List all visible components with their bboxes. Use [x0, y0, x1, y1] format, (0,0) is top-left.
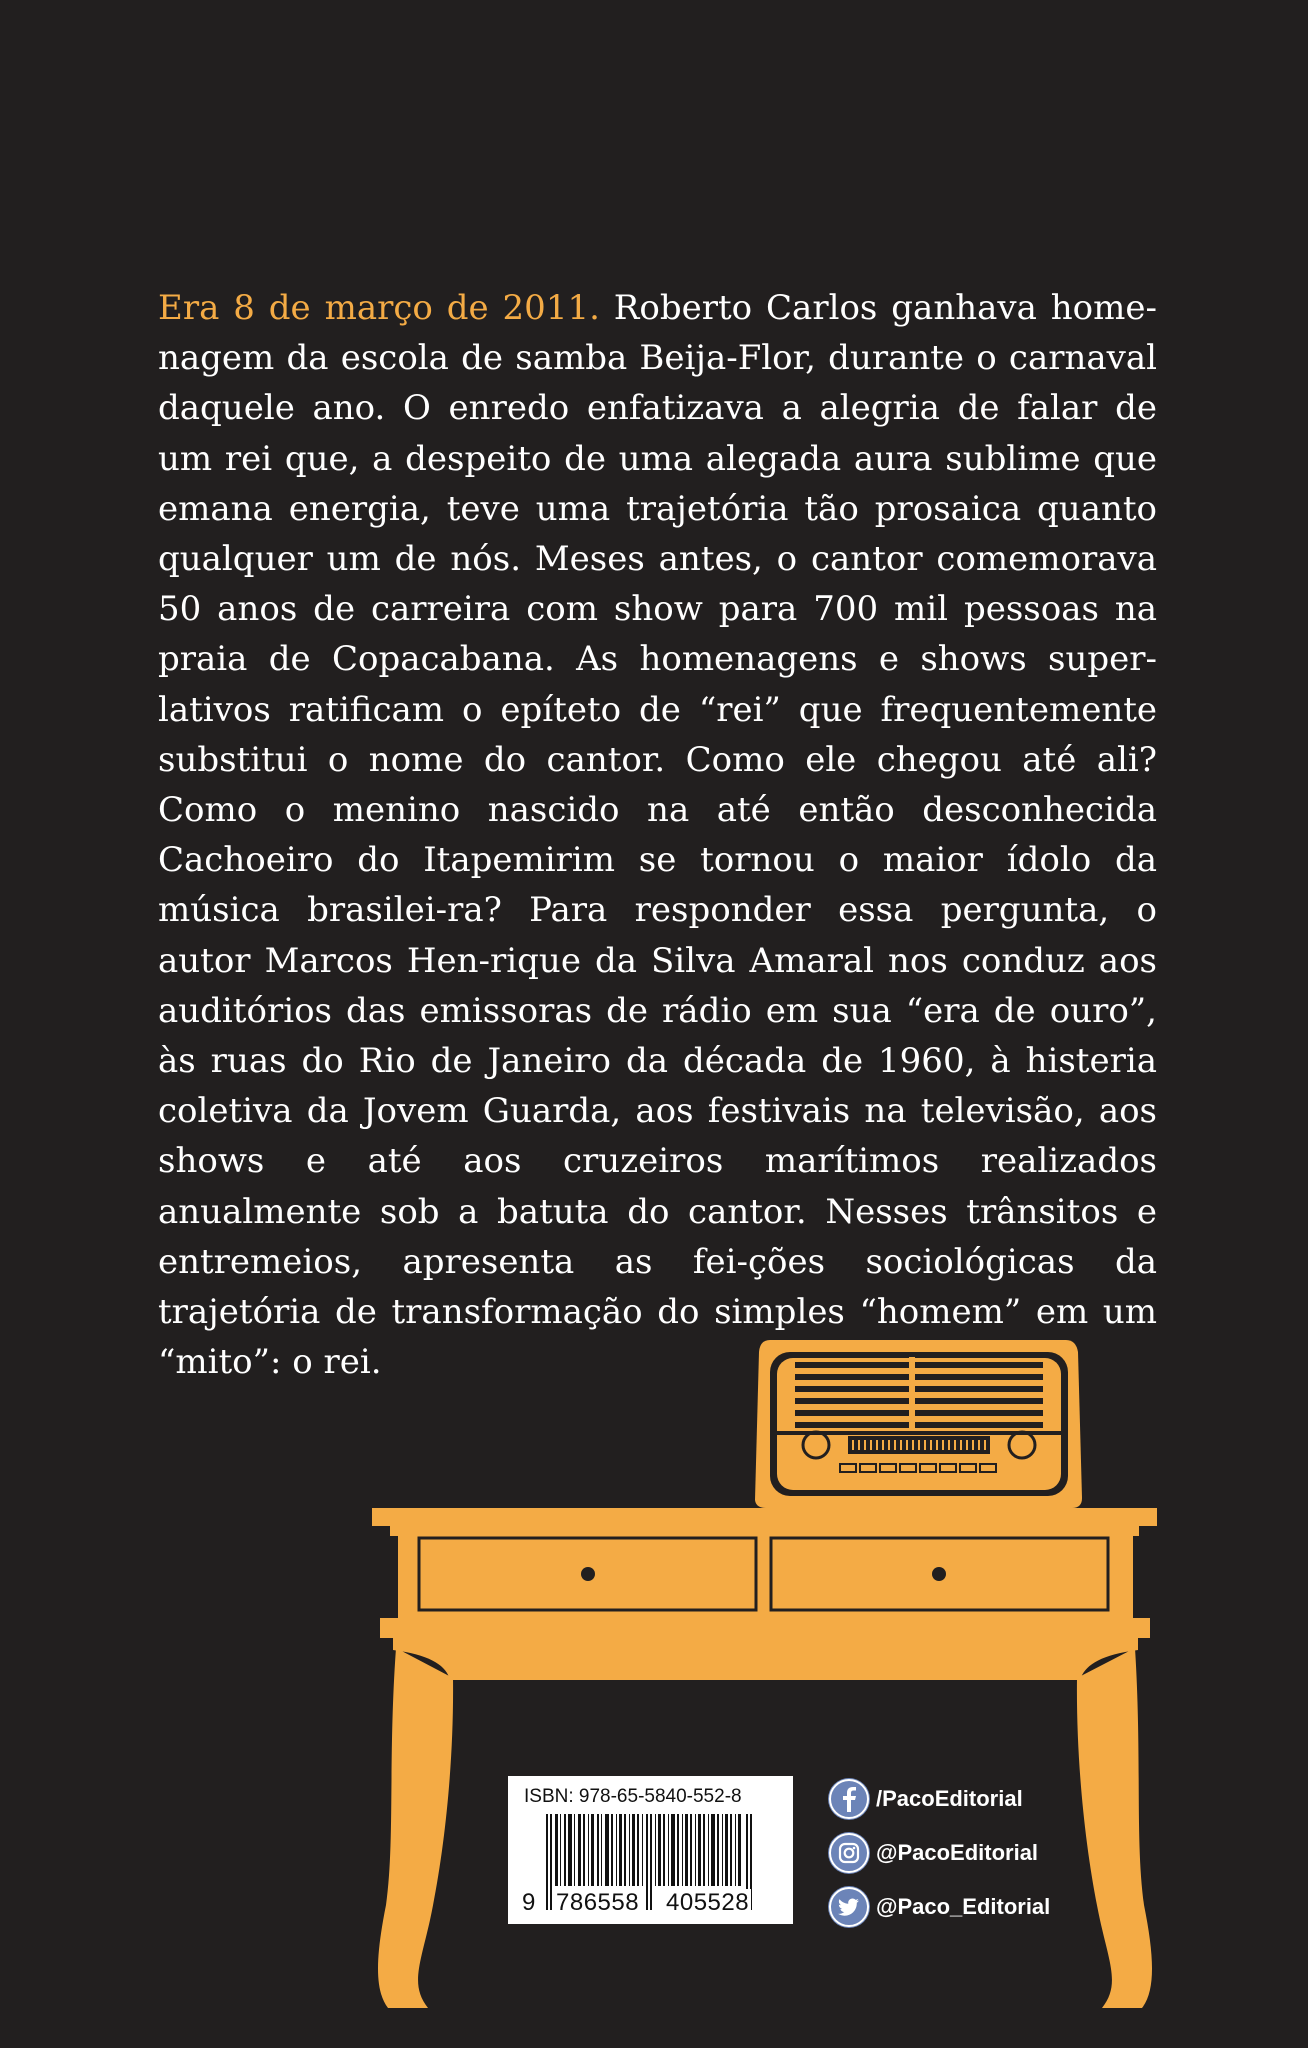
blurb-line: Guarda, aos festivais na televisão, aos shows e até aos	[158, 1091, 1158, 1182]
social-label-facebook: /PacoEditorial	[876, 1786, 1023, 1811]
blurb-line: do cantor. Nesses trânsitos e entremeios, apresenta as fei-	[158, 1191, 1157, 1282]
isbn-label: ISBN: 978-65-5840-552-8	[524, 1786, 742, 1807]
facebook-icon	[828, 1778, 870, 1820]
instagram-icon	[828, 1832, 870, 1874]
blurb-line: rique da Silva Amaral nos conduz aos auditórios das	[158, 940, 1157, 1031]
blurb-line: o menino nascido na até então desconhecida Cachoeiro	[158, 790, 1157, 881]
barcode-digit-first: 9	[522, 1889, 536, 1916]
blurb-line: 50 anos de carreira com show para 700 mil pessoas na	[158, 589, 1157, 630]
blurb-line: do Itapemirim se tornou o maior ídolo da música brasilei-	[158, 840, 1157, 931]
social-link-facebook[interactable]	[828, 1776, 1128, 1822]
social-link-instagram[interactable]	[828, 1830, 1128, 1876]
blurb-line: cruzeiros marítimos realizados anualmente sob a batuta	[158, 1141, 1158, 1232]
blurb-line: substitui o nome do cantor. Como ele chegou até ali? Como	[158, 739, 1157, 831]
blurb-line: emissoras de rádio em sua “era de ouro”, às ruas do Rio de	[158, 990, 1157, 1082]
blurb-lead: Era 8 de março de 2011.	[158, 288, 600, 328]
blurb-line: Janeiro da década de 1960, à histeria coletiva da Jovem	[158, 1041, 1157, 1132]
drawer-knob-right	[932, 1567, 946, 1581]
social-label-twitter: @Paco_Editorial	[876, 1894, 1051, 1919]
blurb-line: ra? Para responder essa pergunta, o autor Marcos Hen-	[158, 890, 1157, 981]
blurb-line: daquele ano. O enredo enfatizava a alegria de falar de um	[158, 388, 1157, 479]
social-label-instagram: @PacoEditorial	[876, 1840, 1039, 1865]
barcode-digits-right: 405528	[666, 1889, 750, 1916]
barcode-digits-left: 786558	[556, 1889, 640, 1916]
blurb-line: Roberto Carlos ganhava home-	[599, 288, 1157, 328]
blurb-line: ções sociológicas da trajetória de transformação do simples	[158, 1241, 1158, 1333]
drawer-knob-left	[581, 1567, 595, 1581]
blurb-line: “homem” em um “mito”: o rei.	[158, 1292, 1157, 1383]
isbn-barcode	[508, 1776, 793, 1924]
blurb-line: rei que, a despeito de uma alegada aura sublime que	[224, 438, 1157, 479]
blurb-line: nagem da escola de samba Beija-Flor, durante o carnaval	[158, 338, 1157, 379]
social-links	[828, 1776, 1128, 1938]
blurb-line: praia de Copacabana. As homenagens e shows super-	[158, 639, 1157, 680]
blurb-line: qualquer um de nós. Meses antes, o cantor comemorava	[158, 539, 1157, 580]
twitter-icon	[828, 1886, 870, 1928]
radio-illustration	[755, 1340, 1082, 1510]
blurb-line: lativos ratificam o epíteto de “rei” que frequentemente	[158, 689, 1157, 730]
blurb-line: emana energia, teve uma trajetória tão prosaica quanto	[158, 488, 1157, 529]
social-link-twitter[interactable]	[828, 1884, 1128, 1930]
